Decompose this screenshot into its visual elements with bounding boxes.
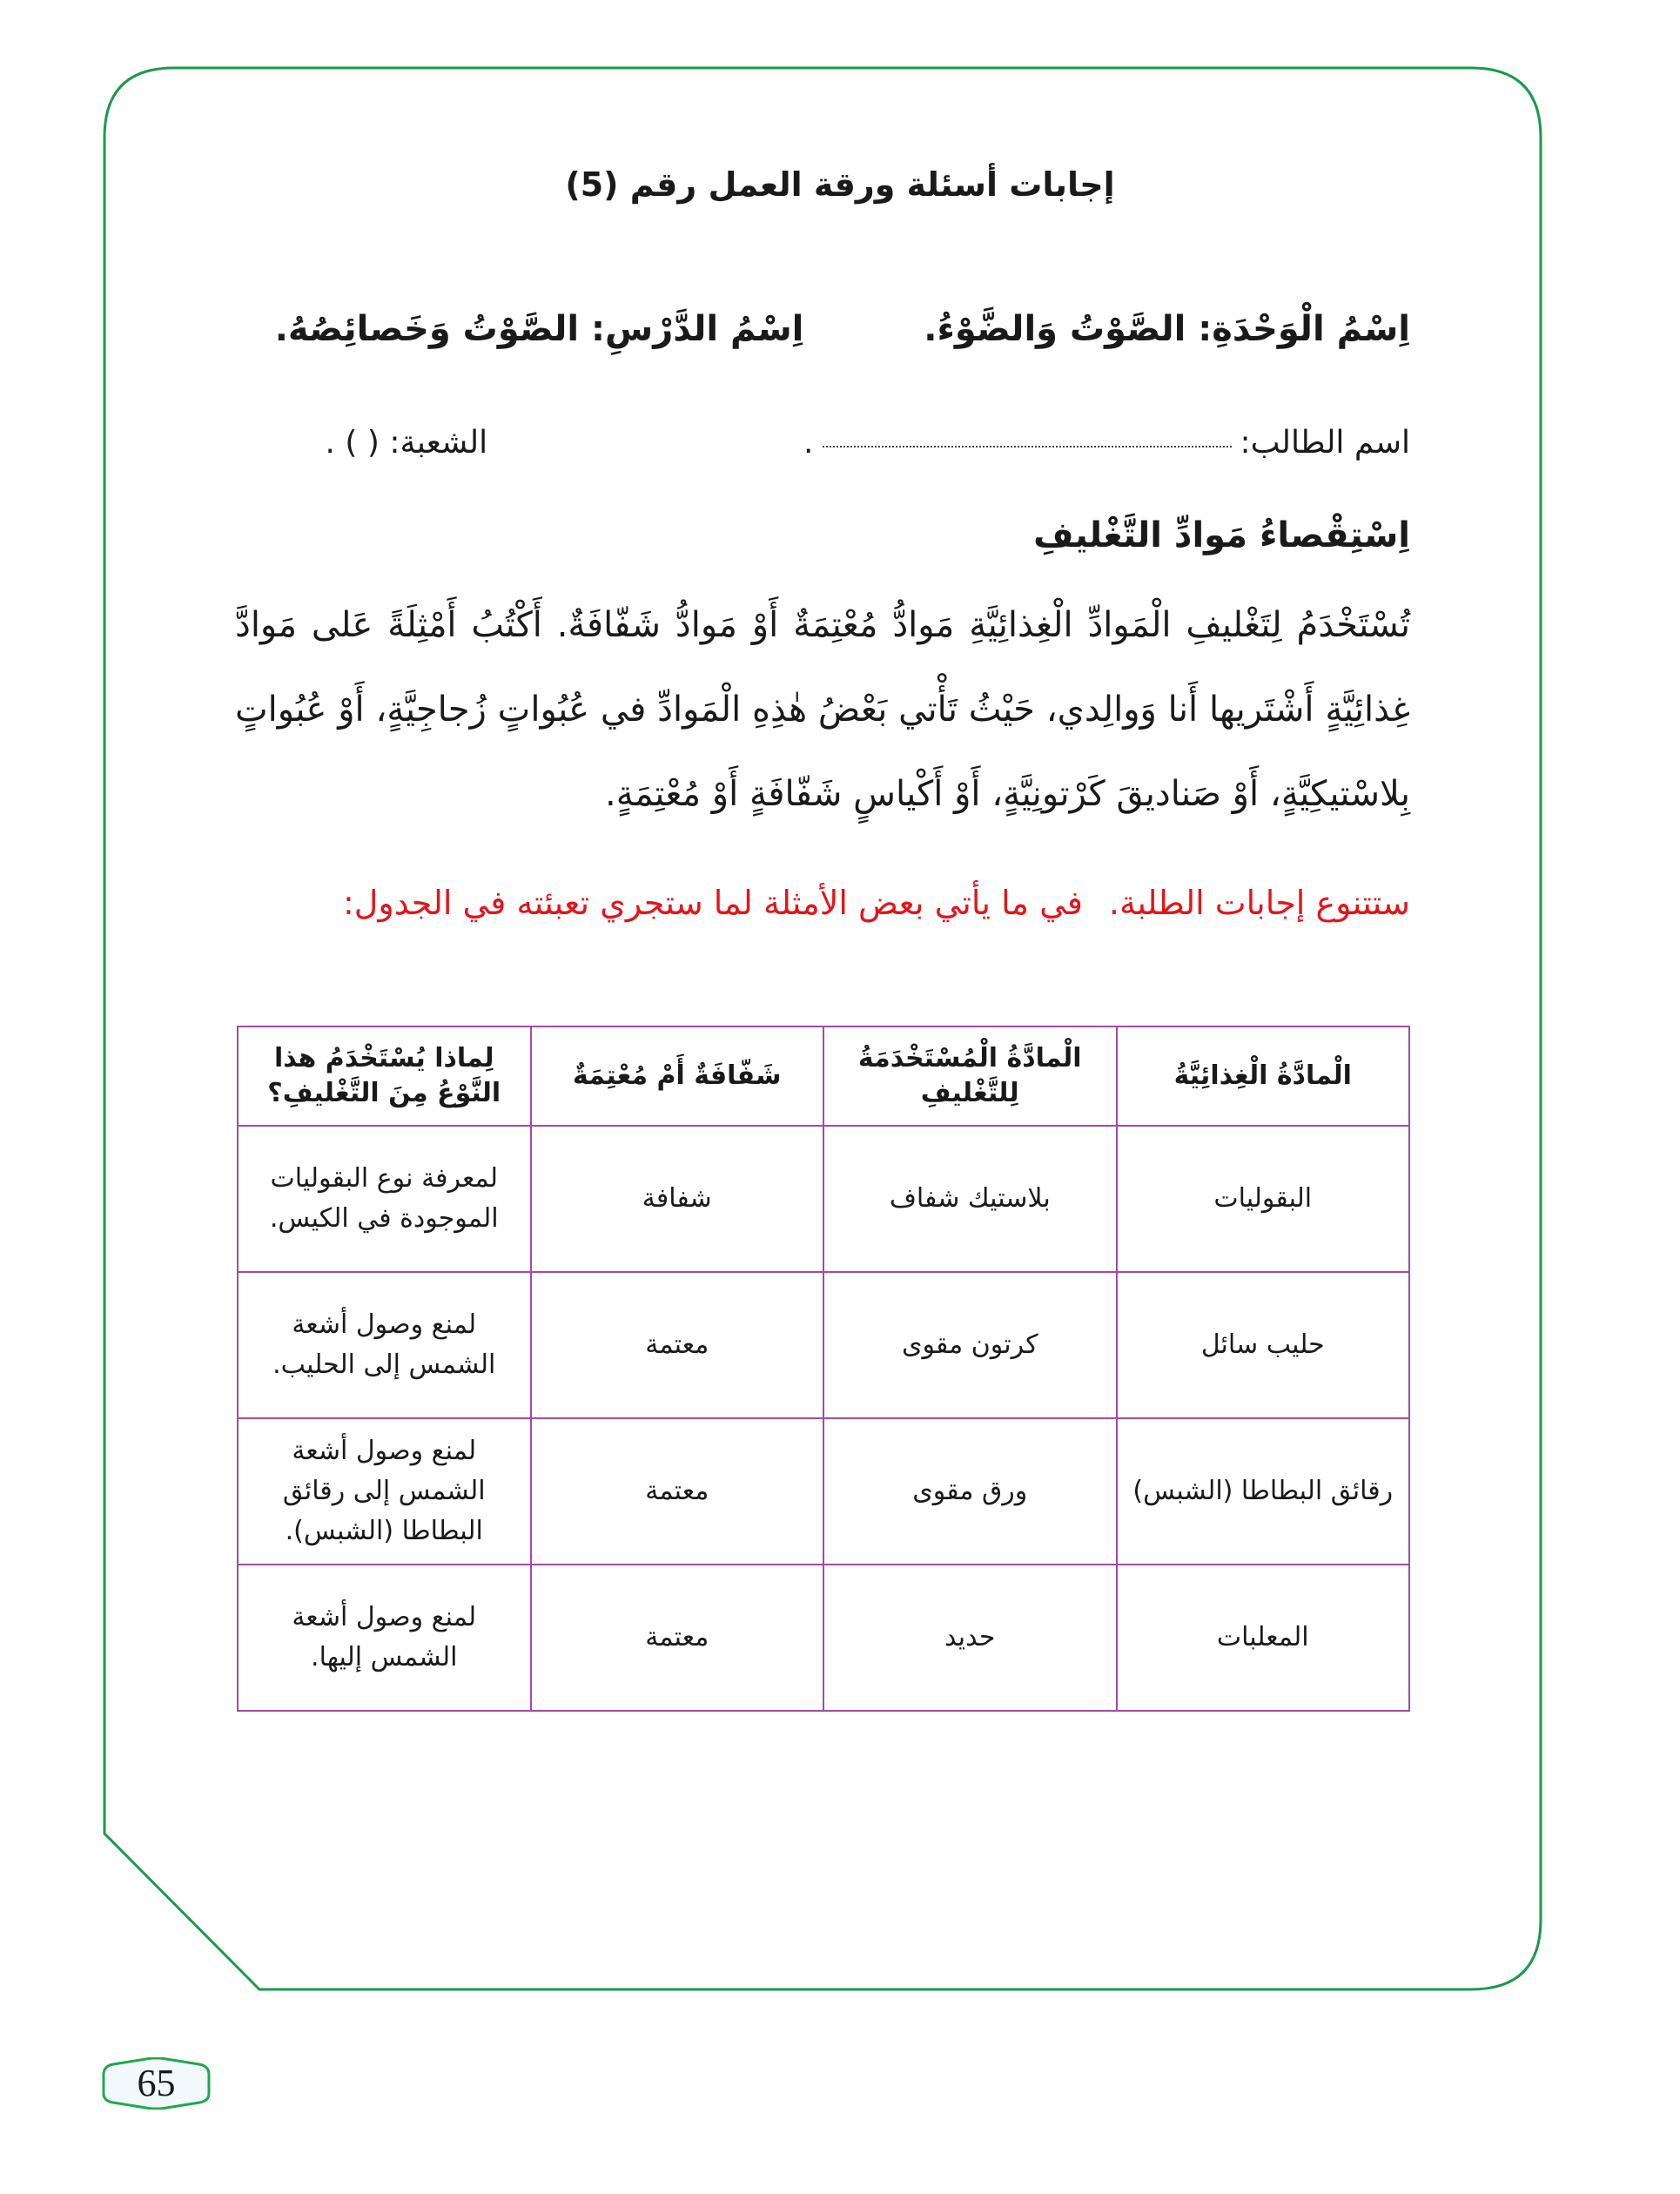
table-row	[238, 1418, 1409, 1565]
page-number: 65	[137, 2062, 176, 2104]
student-info-line	[326, 425, 1410, 461]
cell-food: البقوليات	[1117, 1126, 1410, 1272]
cell-transparency: معتمة	[531, 1565, 824, 1711]
header-reason: لِماذا يُسْتَخْدَمُ هذا النَّوْعُ مِنَ التَّغْليفِ؟	[238, 1026, 531, 1126]
lesson-label: اِسْمُ الدَّرْسِ:	[591, 309, 804, 349]
note-part2: في ما يأتي بعض الأمثلة لما ستجري تعبئته في الجدول:	[343, 884, 1083, 922]
table-row	[238, 1272, 1409, 1418]
cell-material: حديد	[823, 1565, 1117, 1711]
packaging-table	[237, 1026, 1410, 1712]
page-number-badge	[101, 2057, 212, 2110]
cell-food: حليب سائل	[1117, 1272, 1410, 1418]
unit-lesson-line	[275, 309, 1410, 349]
cell-food: رقائق البطاطا (الشبس)	[1117, 1418, 1410, 1565]
lesson-value: الصَّوْتُ وَخَصائِصُهُ.	[274, 309, 580, 349]
header-material: الْمادَّةُ الْمُسْتَخْدَمَةُ لِلتَّغْليفِ	[823, 1026, 1117, 1126]
cell-transparency: شفافة	[531, 1126, 824, 1272]
cell-material: بلاستيك شفاف	[823, 1126, 1117, 1272]
cell-material: كرتون مقوى	[823, 1272, 1117, 1418]
instruction-paragraph: تُسْتَخْدَمُ لِتَغْليفِ الْمَوادِّ الْغِذائِيَّةِ مَوادُّ مُعْتِمَةٌ أَوْ مَوادُّ شَفّافَةٌ. أَكْتُبُ أَمْثِلَةً عَلى مَوادَّ غِذائِيَّةٍ أَشْتَريها أَنا وَوالِدي، حَيْثُ تَأْتي بَعْضُ هٰذِهِ الْمَوادِّ في عُبُواتٍ زُجاجِيَّةٍ، أَوْ عُبُواتٍ بِلاسْتيكِيَّةٍ، أَوْ صَناديقَ كَرْتونِيَّةٍ، أَوْ أَكْياسٍ شَفّافَةٍ أَوْ مُعْتِمَةٍ.	[235, 605, 1410, 814]
worksheet-title: إجابات أسئلة ورقة العمل رقم (5)	[565, 165, 1115, 204]
table-row	[238, 1565, 1409, 1711]
section-label: الشعبة: ( ) .	[325, 425, 488, 461]
header-food: الْمادَّةُ الْغِذائِيَّةُ	[1117, 1026, 1410, 1126]
cell-reason: لمنع وصول أشعة الشمس إليها.	[238, 1565, 531, 1711]
unit-value: الصَّوْتُ وَالضَّوْءُ.	[924, 309, 1186, 349]
cell-transparency: معتمة	[531, 1272, 824, 1418]
cell-reason: لمنع وصول أشعة الشمس إلى الحليب.	[238, 1272, 531, 1418]
cell-reason: لمعرفة نوع البقوليات الموجودة في الكيس.	[238, 1126, 531, 1272]
student-name-end: .	[803, 425, 814, 461]
student-name-label: اسم الطالب:	[1240, 425, 1410, 461]
header-transparency: شَفّافَةٌ أَمْ مُعْتِمَةٌ	[531, 1026, 824, 1126]
student-name-field[interactable]	[823, 446, 1232, 448]
note-part1: ستتنوع إجابات الطلبة.	[1108, 884, 1410, 922]
table-header-row	[238, 1026, 1409, 1126]
cell-material: ورق مقوى	[823, 1418, 1117, 1565]
teacher-note	[343, 884, 1410, 922]
table-row	[238, 1126, 1409, 1272]
cell-transparency: معتمة	[531, 1418, 824, 1565]
unit-label: اِسْمُ الْوَحْدَةِ:	[1198, 309, 1410, 349]
section-heading: اِسْتِقْصاءُ مَوادِّ التَّغْليفِ	[1033, 515, 1410, 555]
cell-reason: لمنع وصول أشعة الشمس إلى رقائق البطاطا (الشبس).	[238, 1418, 531, 1565]
cell-food: المعلبات	[1117, 1565, 1410, 1711]
